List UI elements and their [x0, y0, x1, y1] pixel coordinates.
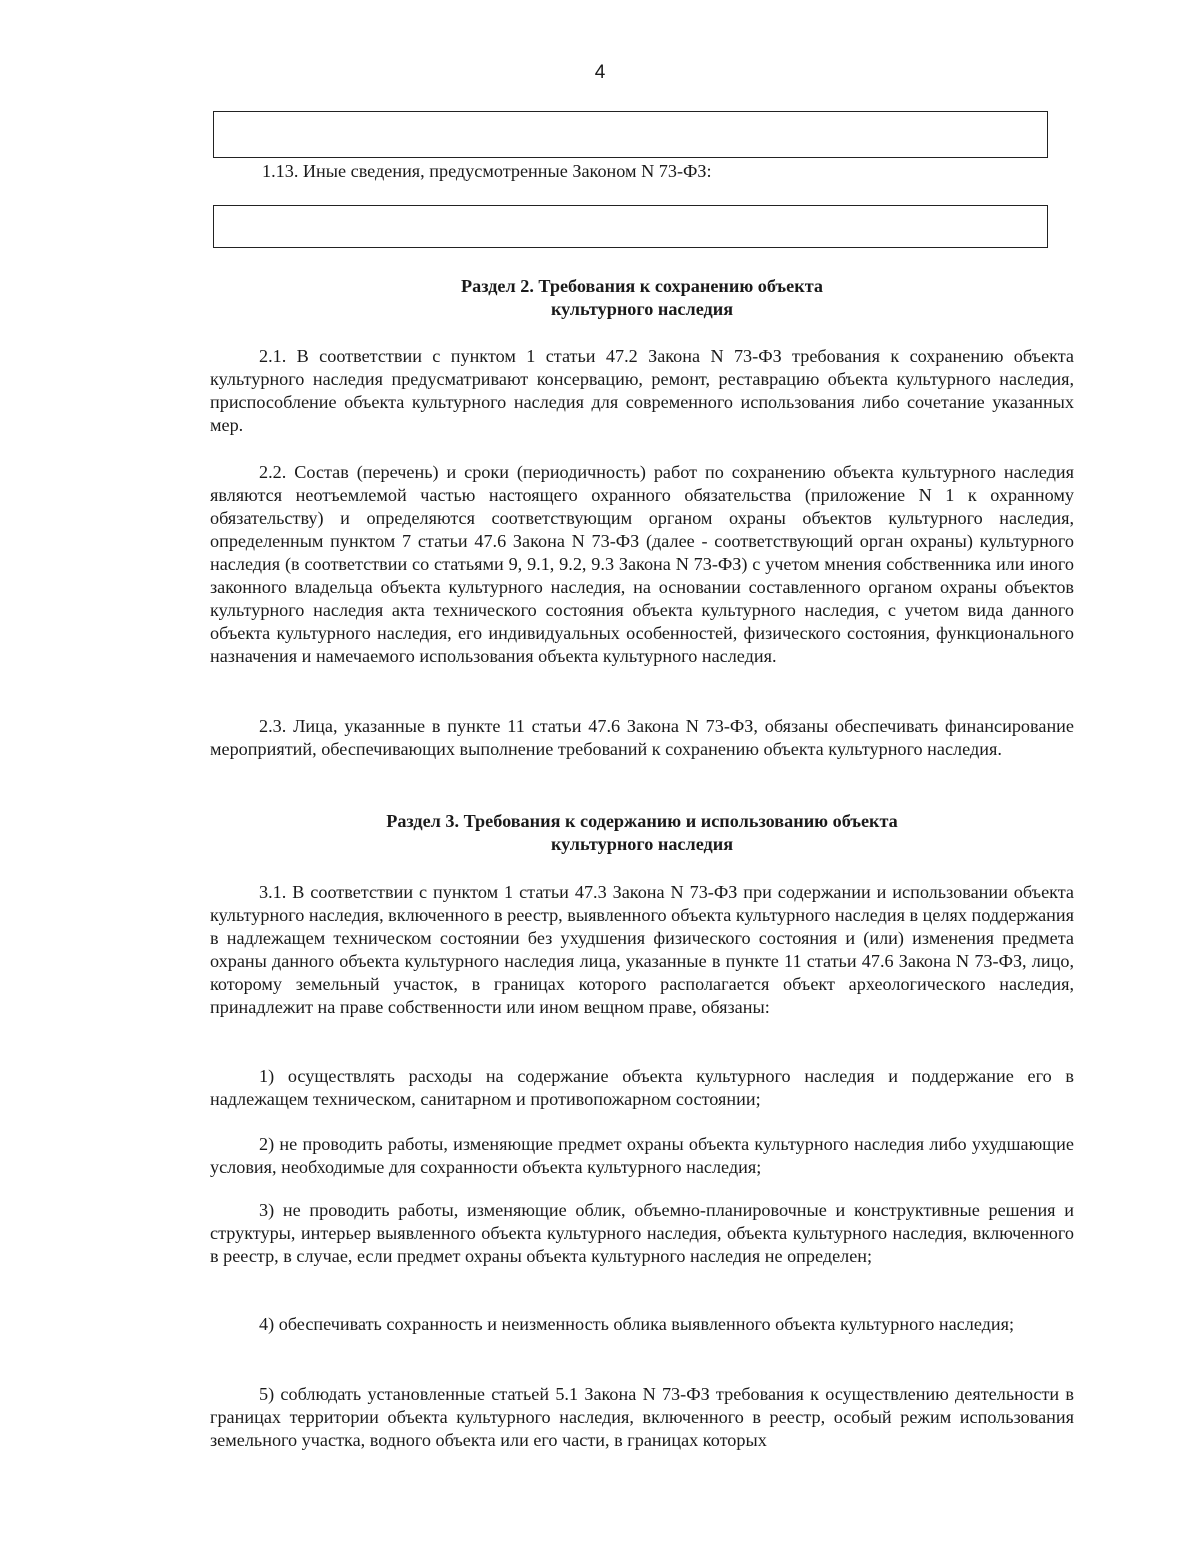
item-1-13: 1.13. Иные сведения, предусмотренные Законом N 73-ФЗ:	[262, 161, 712, 181]
paragraph-2-1-text: 2.1. В соответствии с пунктом 1 статьи 47.2 Закона N 73-ФЗ требования к сохранению объекта культурного наследия предусматривают консервацию, ремонт, реставрацию объекта культурного наследия, приспособление объекта культурного наследия для современного использования либо сочетание указанных мер.	[210, 346, 1074, 435]
paragraph-3-1	[210, 881, 1074, 1019]
list-item-4	[210, 1313, 1074, 1336]
list-item-4-text: 4) обеспечивать сохранность и неизменность облика выявленного объекта культурного наследия;	[259, 1314, 1015, 1334]
list-item-3	[210, 1199, 1074, 1268]
list-item-5	[210, 1383, 1074, 1452]
empty-field-box	[213, 111, 1048, 158]
paragraph-2-2-text: 2.2. Состав (перечень) и сроки (периодичность) работ по сохранению объекта культурного наследия являются неотъемлемой частью настоящего охранного обязательства (приложение N 1 к охранному обязательству) и определяются соответствующим органом охраны объектов культурного наследия, определенным пунктом 7 статьи 47.6 Закона N 73-ФЗ (далее - соответствующий орган охраны) культурного наследия (в соответствии со статьями 9, 9.1, 9.2, 9.3 Закона N 73-ФЗ) с учетом мнения собственника или иного законного владельца объекта культурного наследия, на основании составленного органом охраны объектов культурного наследия акта технического состояния объекта культурного наследия, с учетом вида данного объекта культурного наследия, его индивидуальных особенностей, физического состояния, функционального назначения и намечаемого использования объекта культурного наследия.	[210, 462, 1074, 666]
list-item-1	[210, 1065, 1074, 1111]
section-3-heading	[210, 810, 1074, 856]
section-2-title-line1: Раздел 2. Требования к сохранению объекта	[461, 276, 823, 296]
list-item-5-text: 5) соблюдать установленные статьей 5.1 Закона N 73-ФЗ требования к осуществлению деятельности в границах территории объекта культурного наследия, включенного в реестр, особый режим использования земельного участка, водного объекта или его части, в границах которых	[210, 1384, 1074, 1450]
section-3-title-line1: Раздел 3. Требования к содержанию и использованию объекта	[386, 811, 898, 831]
list-item-1-text: 1) осуществлять расходы на содержание объекта культурного наследия и поддержание его в надлежащем техническом, санитарном и противопожарном состоянии;	[210, 1066, 1074, 1109]
list-item-2-text: 2) не проводить работы, изменяющие предмет охраны объекта культурного наследия либо ухудшающие условия, необходимые для сохранности объекта культурного наследия;	[210, 1134, 1074, 1177]
list-item-3-text: 3) не проводить работы, изменяющие облик, объемно-планировочные и конструктивные решения и структуры, интерьер выявленного объекта культурного наследия, объекта культурного наследия, включенного в реестр, в случае, если предмет охраны объекта культурного наследия не определен;	[210, 1200, 1074, 1266]
page-number: 4	[594, 62, 606, 83]
paragraph-2-1	[210, 345, 1074, 437]
paragraph-2-3	[210, 715, 1074, 761]
paragraph-3-1-text: 3.1. В соответствии с пунктом 1 статьи 47.3 Закона N 73-ФЗ при содержании и использовании объекта культурного наследия, включенного в реестр, выявленного объекта культурного наследия в целях поддержания в надлежащем техническом состоянии без ухудшения физического состояния и (или) изменения предмета охраны данного объекта культурного наследия лица, указанные в пункте 11 статьи 47.6 Закона N 73-ФЗ, лицо, которому земельный участок, в границах которого располагается объект археологического наследия, принадлежит на праве собственности или ином вещном праве, обязаны:	[210, 882, 1074, 1017]
section-2-heading	[210, 275, 1074, 321]
other-info-box	[213, 205, 1048, 248]
section-2-title-line2: культурного наследия	[550, 299, 734, 319]
list-item-2	[210, 1133, 1074, 1179]
section-3-title-line2: культурного наследия	[550, 834, 734, 854]
paragraph-2-3-text: 2.3. Лица, указанные в пункте 11 статьи 47.6 Закона N 73-ФЗ, обязаны обеспечивать финансирование мероприятий, обеспечивающих выполнение требований к сохранению объекта культурного наследия.	[210, 716, 1074, 759]
paragraph-2-2	[210, 461, 1074, 668]
